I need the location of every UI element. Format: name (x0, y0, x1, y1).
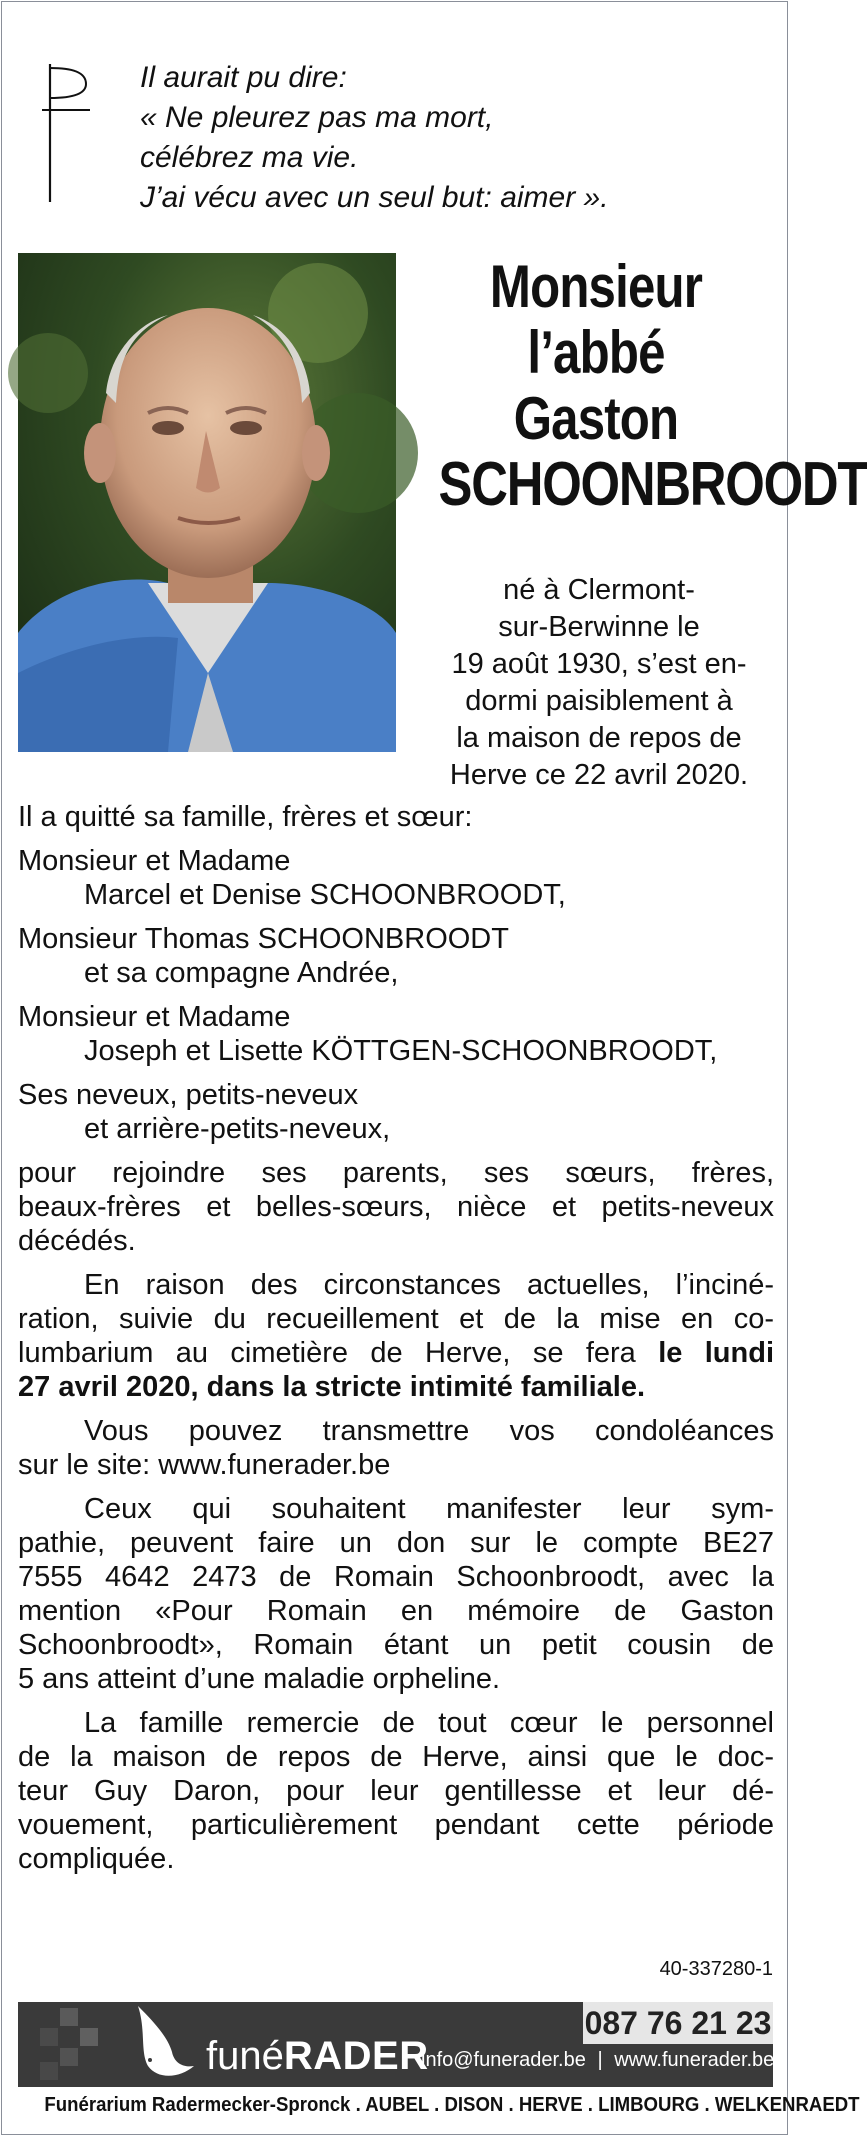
family-entry (18, 1000, 774, 1068)
family-entry-line: Monsieur et Madame (18, 1001, 291, 1033)
paragraph-line: vouement, particulièrement pendant cette période (18, 1809, 774, 1841)
contact-separator: | (597, 2049, 603, 2071)
paragraph-thanks (18, 1706, 774, 1876)
opening-quote (140, 58, 740, 218)
info-line: dormi paisiblement à (465, 685, 733, 717)
family-entry-line: et sa compagne Andrée, (84, 957, 399, 989)
family-entry (18, 922, 774, 990)
paragraph-line: 5 ans atteint d’une maladie orpheline. (18, 1663, 501, 1695)
logo-brand: RADER (283, 2034, 429, 2078)
paragraph-line: sur le site: www.funerader.be (18, 1449, 391, 1481)
paragraph-line: mention «Pour Romain en mémoire de Gaston (18, 1595, 774, 1627)
info-line: la maison de repos de (456, 722, 742, 754)
paragraph-line (18, 1370, 774, 1404)
paragraph-cremation (18, 1268, 774, 1404)
info-line: né à Clermont- (503, 574, 695, 606)
paragraph-line: pour rejoindre ses parents, ses sœurs, frères, (18, 1157, 774, 1189)
portrait-photo (18, 253, 396, 752)
family-entry (18, 1078, 774, 1146)
announcement-body (18, 800, 774, 1876)
quote-line: célébrez ma vie. (140, 141, 359, 174)
reference-number: 40-337280-1 (659, 1958, 773, 1980)
paragraph-condolences (18, 1414, 774, 1482)
name-religious-title: l’abbé (527, 319, 665, 386)
deceased-name (438, 253, 867, 519)
paragraph-line: Vous pouvez transmettre vos condoléances (84, 1415, 774, 1447)
funerader-logo (206, 2030, 429, 2082)
family-entry-line: Joseph et Lisette KÖTTGEN-SCHOONBROODT, (84, 1035, 718, 1067)
paragraph-rejoin (18, 1156, 774, 1258)
paragraph-emphasis: le lundi (658, 1337, 775, 1369)
info-line: 19 août 1930, s’est en- (451, 648, 747, 680)
quote-line: Il aurait pu dire: (140, 61, 347, 94)
birth-death-info (420, 572, 778, 794)
decorative-squares (40, 2008, 110, 2080)
paragraph-line (18, 1336, 774, 1370)
paragraph-fragment: lumbarium au cimetière de Herve, se fera (18, 1337, 636, 1369)
paragraph-line: En raison des circonstances actuelles, l’inciné- (84, 1269, 774, 1301)
quote-line: J’ai vécu avec un seul but: aimer ». (140, 181, 609, 214)
logo-prefix: funé (206, 2034, 284, 2078)
family-entry-line: Monsieur Thomas SCHOONBROODT (18, 923, 509, 955)
paragraph-line: décédés. (18, 1225, 136, 1257)
family-intro: Il a quitté sa famille, frères et sœur: (18, 801, 473, 833)
paragraph-line: pathie, peuvent faire un don sur le compte BE27 (18, 1527, 774, 1559)
paragraph-donation (18, 1492, 774, 1696)
cross-icon (42, 62, 112, 204)
family-entry-line: et arrière-petits-neveux, (84, 1113, 391, 1145)
paragraph-line: ration, suivie du recueillement et de la mise en co- (18, 1303, 774, 1335)
name-title: Monsieur (489, 253, 703, 320)
paragraph-line: beaux-frères et belles-sœurs, nièce et petits-neveux (18, 1191, 774, 1223)
paragraph-line: teur Guy Daron, pour leur gentillesse et leur dé- (18, 1775, 774, 1807)
info-line: sur-Berwinne le (498, 611, 700, 643)
paragraph-line: Schoonbroodt», Romain étant un petit cousin de (18, 1629, 774, 1661)
paragraph-line: 7555 4642 2473 de Romain Schoonbroodt, avec la (18, 1561, 774, 1593)
info-line: Herve ce 22 avril 2020. (449, 759, 749, 791)
website-link[interactable]: www.funerader.be (614, 2049, 775, 2071)
name-surname: SCHOONBROODT (438, 450, 867, 519)
contact-line (421, 2049, 774, 2072)
name-firstname: Gaston (513, 385, 679, 452)
paragraph-line: de la maison de repos de Herve, ainsi que le doc- (18, 1741, 774, 1773)
family-entry-line: Monsieur et Madame (18, 845, 291, 877)
family-entry-line: Marcel et Denise SCHOONBROODT, (84, 879, 566, 911)
paragraph-line: Ceux qui souhaitent manifester leur sym- (84, 1493, 774, 1525)
funeral-date: 27 avril 2020, dans la stricte intimité familiale. (18, 1371, 646, 1403)
family-entry (18, 844, 774, 912)
paragraph-line: La famille remercie de tout cœur le personnel (84, 1707, 774, 1739)
dove-logo-icon (128, 2000, 198, 2084)
funeral-home-locations: Funérarium Radermecker-Spronck . AUBEL . DISON . HERVE . LIMBOURG . WELKENRAEDT (44, 2094, 860, 2116)
phone-number: 087 76 21 23 (583, 2002, 773, 2044)
quote-line: « Ne pleurez pas ma mort, (140, 101, 494, 134)
paragraph-line: compliquée. (18, 1843, 175, 1875)
email-link[interactable]: info@funerader.be (421, 2049, 586, 2071)
family-entry-line: Ses neveux, petits-neveux (18, 1079, 359, 1111)
